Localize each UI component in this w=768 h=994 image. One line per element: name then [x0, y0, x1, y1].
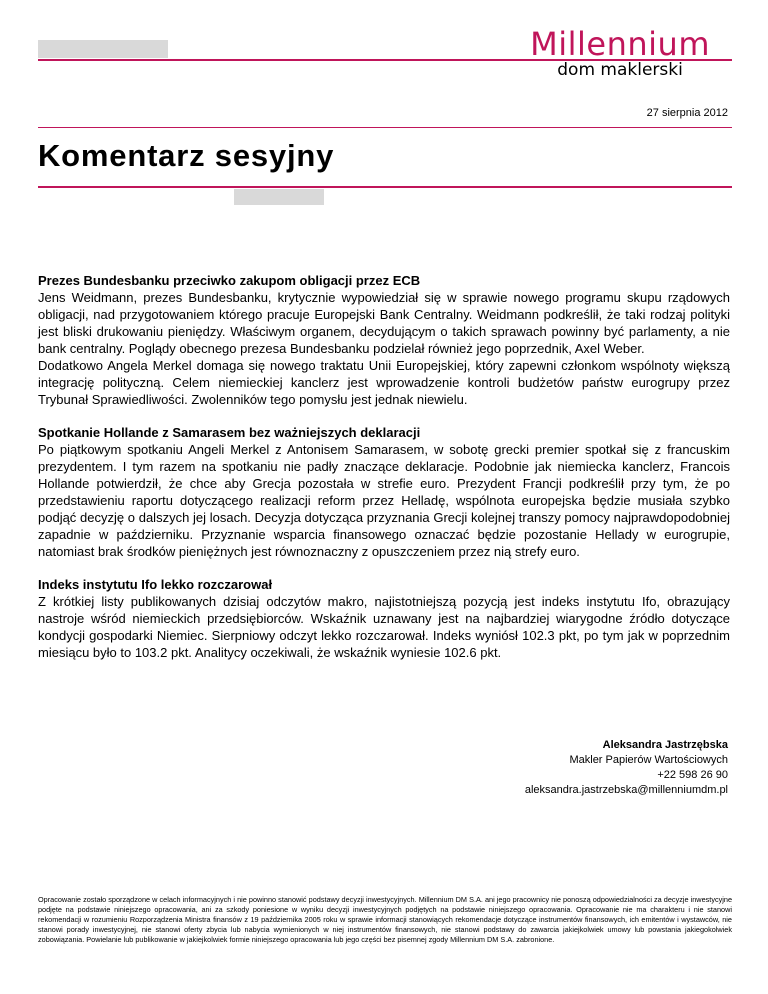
article-section: [38, 424, 730, 560]
millennium-logo: [530, 25, 710, 80]
author-email[interactable]: aleksandra.jastrzebska@millenniumdm.pl: [524, 784, 728, 796]
author-phone: +22 598 26 90: [657, 769, 728, 781]
article-section: [38, 272, 730, 408]
title-top-rule: [38, 127, 732, 128]
article-body: [38, 272, 730, 677]
title-bottom-rule: [38, 186, 732, 188]
author-role: Makler Papierów Wartościowych: [569, 754, 728, 766]
report-date: 27 sierpnia 2012: [646, 107, 728, 119]
page-title: Komentarz sesyjny: [38, 138, 335, 173]
logo-subtitle: dom maklerski: [557, 60, 683, 80]
author-name: Aleksandra Jastrzębska: [602, 739, 728, 751]
section-paragraph: Po piątkowym spotkaniu Angeli Merkel z Antonisem Samarasem, w sobotę grecki premier spotkał się z francuskim prezydentem. I tym razem na spotkaniu nie padły znaczące deklaracje. Podobnie jak niemiecka kanclerz, Francois Hollande potwierdził, że chce aby Grecja pozostała w strefie euro. Prezydent Francji podkreślił przy tym, że po przedstawieniu raportu dotyczącego realizacji reform przez Helladę, wspólnota europejska będzie musiała szybko podjąć decyzję o dalszych jej losach. Decyzja dotycząca przyznania Grecji kolejnej transzy pomocy najprawdopodobniej zapadnie w październiku. Przyznanie wsparcia finansowego oznaczać będzie pozostanie Hellady w eurogrupie, natomiast brak środków pieniężnych jest równoznaczny z opuszczeniem przez nią strefy euro.: [38, 442, 730, 559]
section-heading: Spotkanie Hollande z Samarasem bez ważniejszych deklaracji: [38, 425, 421, 440]
legal-disclaimer: Opracowanie zostało sporządzone w celach informacyjnych i nie powinno stanowić podstawy decyzji inwestycyjnych. Millennium DM S.A. ani jego pracownicy nie ponoszą odpowiedzialności za decyzje inwestycyjne podjęte na podstawie niniejszego opracowania, ani za szkody poniesione w wyniku decyzji inwestycyjnych podjętych na podstawie niniejszego opracowania. Opracowanie nie ma charakteru i nie stanowi rekomendacji w rozumieniu Rozporządzenia Ministra finansów z 19 października 2005 roku w sprawie informacji stanowiących rekomendacje dotyczące instrumentów finansowych, ich emitentów i wystawców, nie stanowi porady inwestycyjnej, nie stanowi oferty zbycia lub nabycia wymienionych w niej instrumentów finansowych, nie stanowi podstawy do zawarcia jakiejkolwiek umowy lub powstania jakiegokolwiek zobowiązania. Powielanie lub publikowanie w jakiejkolwiek formie niniejszego opracowania lub jego części bez pisemnej zgody Millennium DM S.A. zabronione.: [38, 895, 732, 944]
article-section: [38, 576, 730, 661]
section-paragraph: Z krótkiej listy publikowanych dzisiaj odczytów makro, najistotniejszą pozycją jest indeks instytutu Ifo, obrazujący nastroje wśród niemieckich przedsiębiorców. Wskaźnik uznawany jest na najbardziej wiarygodne źródło dotyczące kondycji gospodarki Niemiec. Sierpniowy odczyt lekko rozczarował. Indeks wyniósł 102.3 pkt, po tym jak w poprzednim miesiącu było to 103.2 pkt. Analitycy oczekiwali, że wskaźnik wyniesie 102.6 pkt.: [38, 594, 730, 660]
header-gray-bar: [38, 40, 168, 58]
logo-name: Millennium: [530, 25, 710, 63]
title-gray-bar: [234, 189, 324, 205]
author-signature: [525, 738, 728, 798]
section-heading: Prezes Bundesbanku przeciwko zakupom obligacji przez ECB: [38, 273, 421, 288]
section-heading: Indeks instytutu Ifo lekko rozczarował: [38, 577, 273, 592]
section-paragraph: Jens Weidmann, prezes Bundesbanku, krytycznie wypowiedział się w sprawie nowego programu skupu rządowych obligacji, nad przygotowaniem którego pracuje Europejski Bank Centralny. Weidmann podkreślił, że taki rodzaj polityki jest bliski drukowaniu pieniędzy. Właściwym organem, decydującym o takich sprawach powinny być parlamenty, a nie bank centralny. Poglądy obecnego prezesa Bundesbanku podzielał również jego poprzednik, Axel Weber.: [38, 290, 730, 356]
section-paragraph: Dodatkowo Angela Merkel domaga się nowego traktatu Unii Europejskiej, który zapewni członkom wspólnoty większą integrację polityczną. Celem niemieckiej kanclerz jest wprowadzenie kontroli budżetów państw eurogrupy przez Trybunał Sprawiedliwości. Zwolenników tego pomysłu jest jednak niewielu.: [38, 358, 730, 407]
